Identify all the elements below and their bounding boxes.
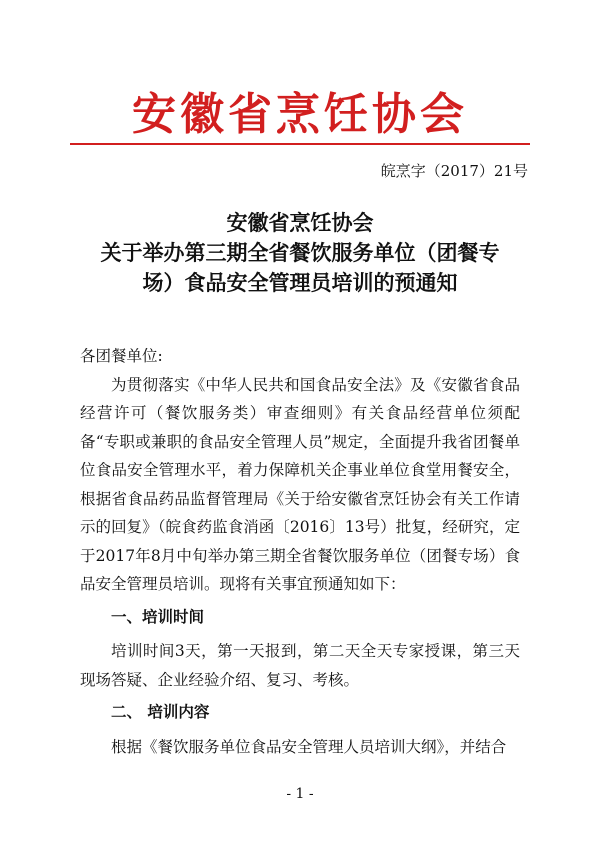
training-time-paragraph: 培训时间3天，第一天报到，第二天全天专家授课，第三天现场答疑、企业经验介绍、复习、考核。 (80, 642, 520, 689)
letterhead-rule (70, 143, 530, 145)
section-heading-training-content: 二、 培训内容 (111, 703, 210, 721)
letterhead-title: 安徽省烹饪协会 (132, 89, 468, 140)
title-line-2: 关于举办第三期全省餐饮服务单位（团餐专 (100, 241, 500, 265)
title-line-3: 场）食品安全管理员培训的预通知 (142, 271, 458, 295)
training-content-paragraph: 根据《餐饮服务单位食品安全管理人员培训大纲》，并结合 (111, 737, 507, 756)
title-line-1: 安徽省烹饪协会 (226, 211, 374, 235)
document-title (0, 208, 600, 298)
page-number: - 1 - (286, 786, 314, 802)
document-body (80, 342, 520, 761)
intro-paragraph: 为贯彻落实《中华人民共和国食品安全法》及《安徽省食品经营许可（餐饮服务类）审查细则》有关食品经营单位须配备“专职或兼职的食品安全管理人员”规定，全面提升我省团餐单位食品安全管理水平，着力保障机关企事业单位食堂用餐安全，根据省食品药品监督管理局《关于给安徽省烹饪协会有关工作请示的回复》（皖食药监食消函〔2016〕13号）批复，经研究，定于2017年8月中旬举办第三期全省餐饮服务单位（团餐专场）食品安全管理员培训。现将有关事宜预通知如下： (80, 375, 520, 593)
document-number: 皖烹字（2017）21号 (380, 162, 528, 180)
salutation: 各团餐单位: (80, 347, 163, 365)
section-heading-training-time: 一、培训时间 (111, 607, 205, 626)
